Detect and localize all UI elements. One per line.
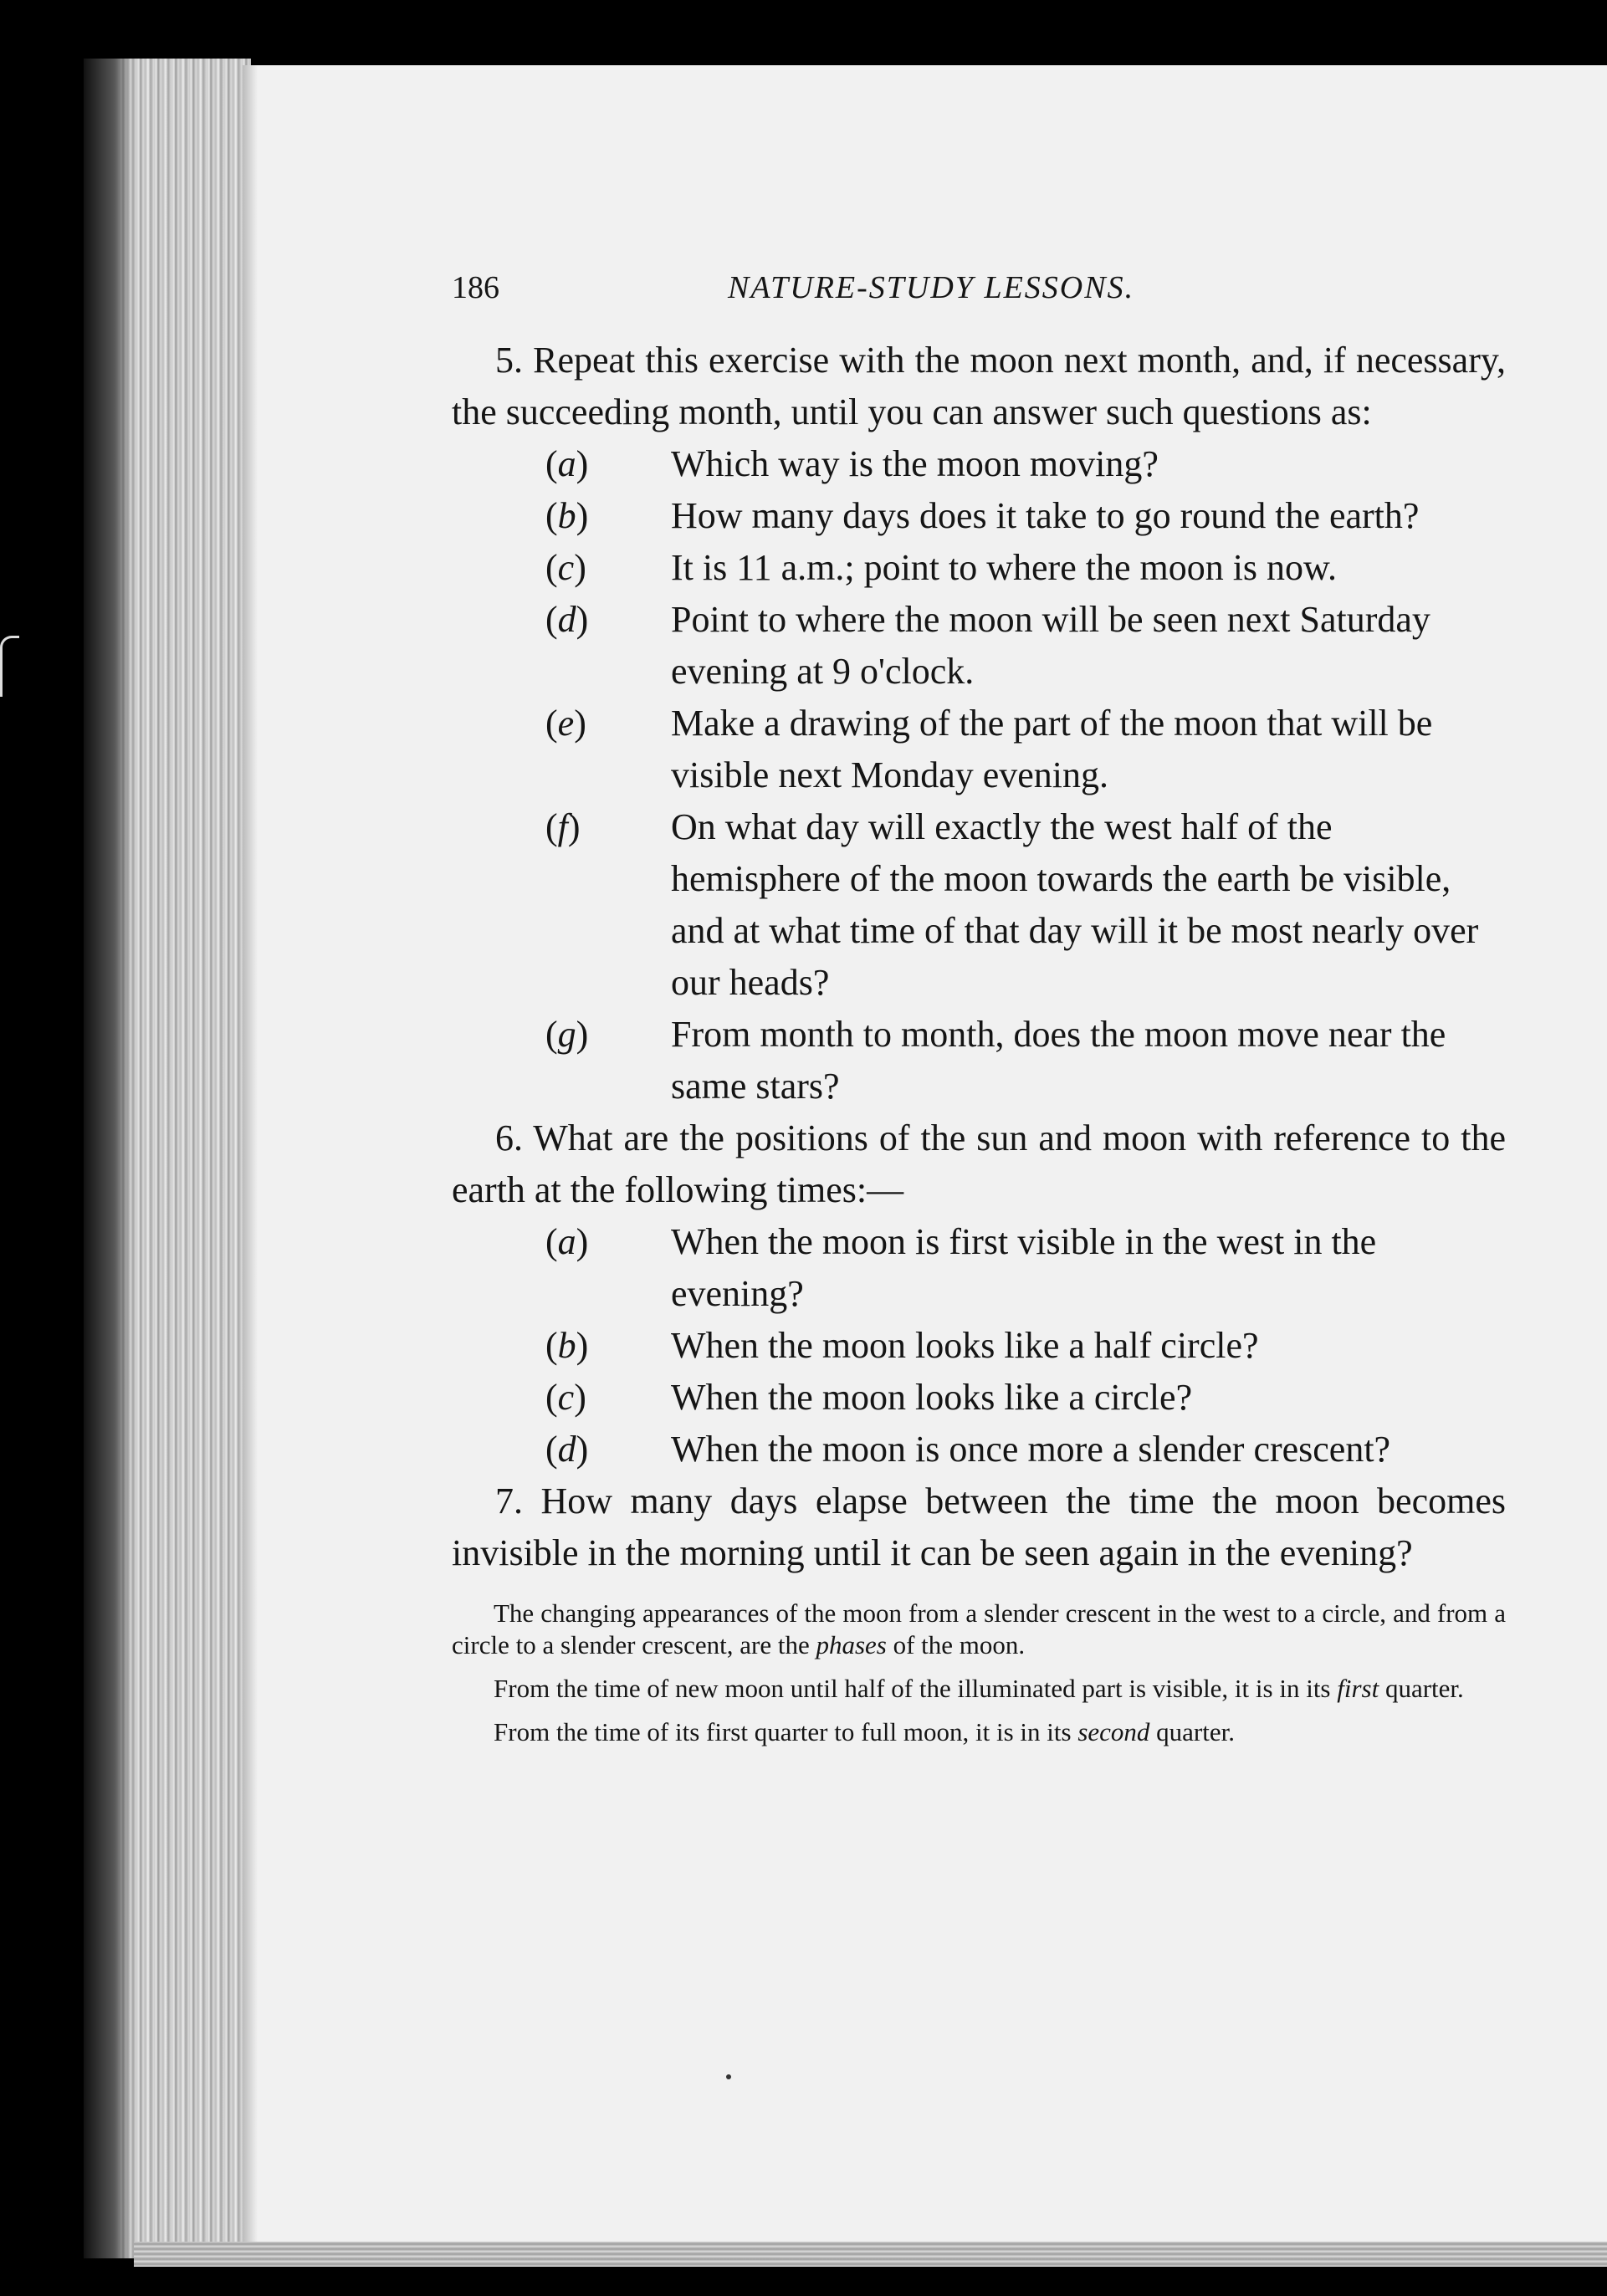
running-title: NATURE-STUDY LESSONS. [728, 270, 1135, 305]
list-item: (e) Make a drawing of the part of the moon that will be visible next Monday evening. [545, 703, 1433, 795]
page-text [452, 251, 1506, 1748]
margin-mark [0, 636, 19, 697]
note-first-quarter: From the time of new moon until half of the illuminated part is visible, it is in its first quarter. [494, 1674, 1464, 1703]
list-item: (d) Point to where the moon will be seen next Saturday evening at 9 o'clock. [545, 599, 1430, 692]
binding-shadow [84, 59, 134, 2258]
list-item: (a) When the moon is first visible in the west in the evening? [545, 1221, 1377, 1314]
list-item: (c) It is 11 a.m.; point to where the moon is now. [545, 547, 1337, 588]
list-item: (g) From month to month, does the moon move near the same stars? [545, 1014, 1446, 1107]
list-item: (f) On what day will exactly the west half of the hemisphere of the moon towards the earth be visible, and at what time of that day will it be most nearly over our heads? [545, 806, 1479, 1003]
list-item: (b) When the moon looks like a half circle? [545, 1325, 1259, 1366]
question-6-items [452, 1216, 1506, 1475]
list-item: (a) Which way is the moon moving? [545, 443, 1159, 484]
question-7: 7. How many days elapse between the time the moon becomes invisible in the morning until it can be seen again in the evening? [452, 1480, 1506, 1573]
question-6: 6. What are the positions of the sun and moon with reference to the earth at the following times:— [452, 1117, 1506, 1210]
speck [726, 2074, 731, 2079]
question-5-items [452, 438, 1506, 1112]
note-second-quarter: From the time of its first quarter to full moon, it is in its second quarter. [494, 1717, 1235, 1746]
note-phases: The changing appearances of the moon from a slender crescent in the west to a circle, and from a circle to a slender crescent, are the phases of the moon. [452, 1598, 1506, 1659]
page-number: 186 [452, 270, 499, 305]
list-item: (d) When the moon is once more a slender crescent? [545, 1429, 1391, 1470]
question-5: 5. Repeat this exercise with the moon next month, and, if necessary, the succeeding month, until you can answer such questions as: [452, 340, 1506, 432]
page-gutter-shade [243, 65, 258, 2257]
bottom-page-edges [134, 2242, 1607, 2267]
running-header [452, 251, 1506, 318]
list-item: (c) When the moon looks like a circle? [545, 1377, 1193, 1418]
list-item: (b) How many days does it take to go round the earth? [545, 495, 1420, 536]
